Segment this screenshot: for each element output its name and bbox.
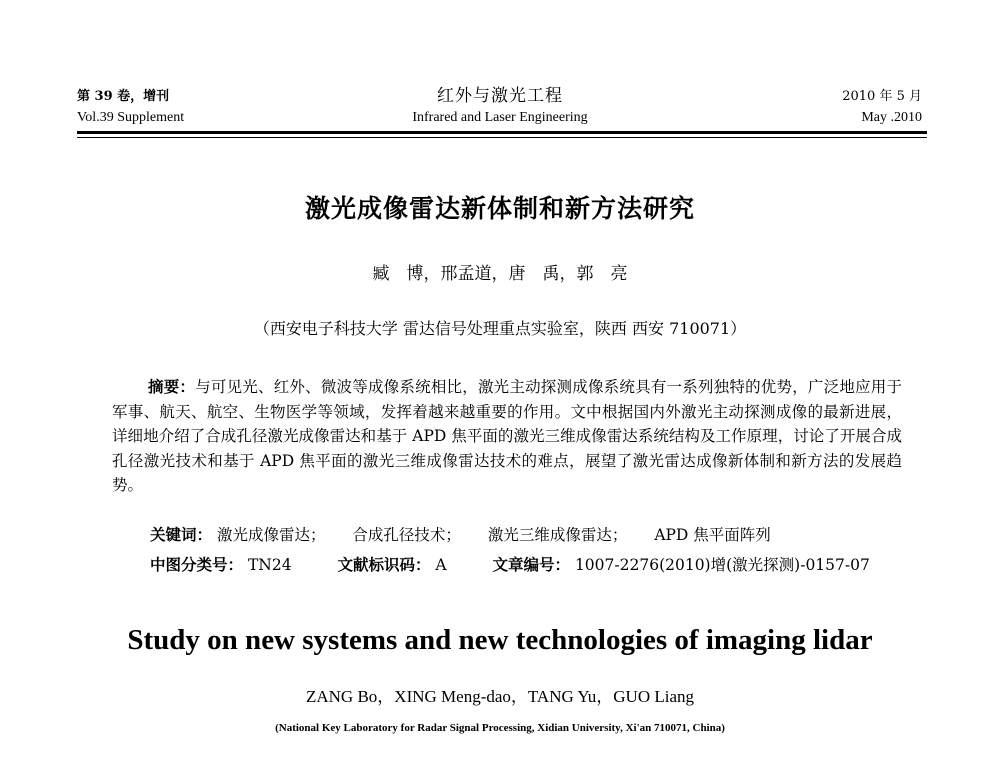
clc-label: 中图分类号： bbox=[150, 556, 244, 574]
header-journal bbox=[350, 87, 650, 127]
keyword-item: APD 焦平面阵列 bbox=[654, 526, 771, 544]
header-rule-thick bbox=[77, 131, 927, 134]
keyword-item: 激光成像雷达； bbox=[216, 526, 326, 544]
header-date-en: May .2010 bbox=[861, 110, 922, 125]
affiliation-cn: （西安电子科技大学 雷达信号处理重点实验室，陕西 西安 710071） bbox=[253, 319, 747, 338]
doc-code-label: 文献标识码： bbox=[337, 556, 431, 574]
header-volume bbox=[77, 87, 184, 127]
header-rule-thin bbox=[77, 137, 927, 138]
article-no-value: 1007-2276(2010)增(激光探测)-0157-07 bbox=[574, 556, 870, 574]
keywords-label: 关键词： bbox=[150, 526, 213, 544]
clc-value: TN24 bbox=[247, 556, 292, 574]
abstract-text: 与可见光、红外、微波等成像系统相比，激光主动探测成像系统具有一系列独特的优势，广泛地应用于军事、航天、航空、生物医学等领域，发挥着越来越重要的作用。文中根据国内外激光主动探测成像的最新进展，详细地介绍了合成孔径激光成像雷达和基于 APD 焦平面的激光三维成像雷达系统结构及工作原理，讨论了开展合成孔径激光技术和基于 APD 焦平面的激光三维成像雷达技术的难点，展望了激光雷达成像新体制和新方法的发展趋势。 bbox=[112, 378, 902, 494]
article-title-en: Study on new systems and new technologies of imaging lidar bbox=[127, 624, 873, 656]
header-journal-cn: 红外与激光工程 bbox=[437, 86, 563, 106]
header-date-cn: 2010 年 5 月 bbox=[842, 89, 922, 104]
header-volume-cn: 第 39 卷，增刊 bbox=[77, 89, 170, 104]
abstract-label: 摘要： bbox=[148, 378, 196, 396]
keyword-item: 合成孔径技术； bbox=[352, 526, 461, 544]
keyword-item: 激光三维成像雷达； bbox=[487, 526, 628, 544]
keywords-line bbox=[150, 524, 793, 546]
header-volume-en: Vol.39 Supplement bbox=[77, 110, 185, 125]
authors-en: ZANG Bo，XING Meng-dao，TANG Yu，GUO Liang bbox=[305, 687, 694, 706]
authors-cn: 臧 博，邢孟道，唐 禹，郭 亮 bbox=[372, 264, 628, 284]
abstract-cn bbox=[112, 375, 902, 498]
affiliation-en: (National Key Laboratory for Radar Signal Processing, Xidian University, Xi'an 710071, China) bbox=[275, 722, 725, 734]
header-journal-en: Infrared and Laser Engineering bbox=[412, 110, 588, 125]
article-title-cn: 激光成像雷达新体制和新方法研究 bbox=[304, 194, 695, 223]
article-no-label: 文章编号： bbox=[492, 556, 570, 574]
classification-line bbox=[150, 554, 870, 576]
header-date bbox=[842, 87, 922, 127]
doc-code-value: A bbox=[435, 556, 447, 574]
